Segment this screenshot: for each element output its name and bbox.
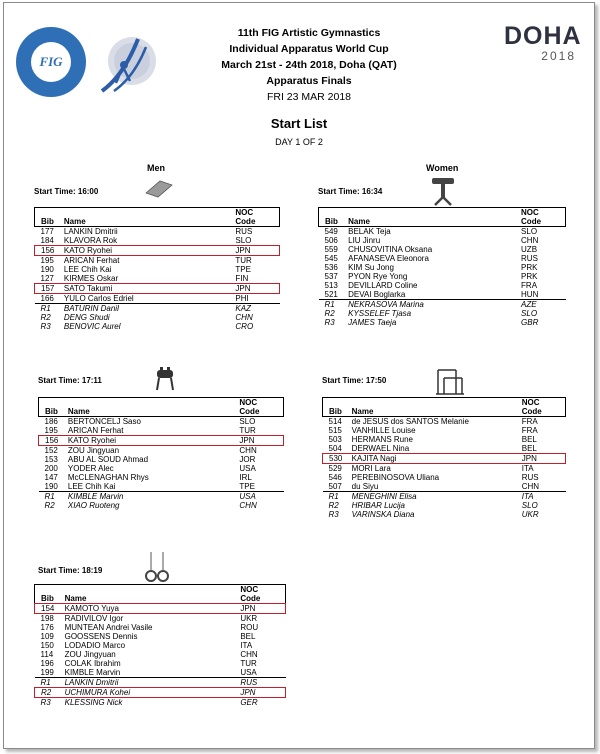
noc-cell: JOR xyxy=(239,455,256,464)
athlete-name-cell: GOOSSENS Dennis xyxy=(64,632,138,641)
table-header xyxy=(323,398,566,417)
athlete-name-cell: KIMBLE Marvin xyxy=(64,668,121,677)
athlete-name-cell: BENOVIC Aurel xyxy=(63,322,121,331)
bib-cell: 530 xyxy=(323,454,352,464)
reserve-row xyxy=(35,688,286,698)
athlete-row xyxy=(35,284,280,294)
athlete-name-cell: KATO Ryohei xyxy=(68,436,240,446)
athlete-row xyxy=(323,426,566,435)
bib-cell: 199 xyxy=(40,668,54,677)
athlete-row xyxy=(35,614,286,624)
reserve-row xyxy=(35,313,280,322)
noc-cell: CRO xyxy=(235,322,254,331)
noc-cell: RUS xyxy=(235,227,253,236)
bib-cell: 503 xyxy=(328,435,342,444)
bib-cell: 156 xyxy=(39,436,68,446)
noc-cell: TUR xyxy=(240,659,257,668)
event-title: 11th FIG Artistic Gymnastics xyxy=(237,27,381,39)
page-title: Start List xyxy=(270,116,328,131)
women-heading: Women xyxy=(426,163,459,173)
noc-cell: FRA xyxy=(521,426,538,435)
document-page xyxy=(3,2,595,749)
noc-cell: SLO xyxy=(521,501,538,510)
noc-cell: JPN xyxy=(522,454,566,464)
world-cup-logo-icon xyxy=(94,25,164,99)
noc-cell: RUS xyxy=(521,254,538,263)
noc-cell: JPN xyxy=(235,284,279,294)
reserve-row xyxy=(323,492,566,502)
bib-cell: 154 xyxy=(35,604,65,614)
noc-cell: USA xyxy=(240,668,257,677)
athlete-name-cell: BATURIN Danil xyxy=(64,304,236,314)
start-time: Start Time: 16:00 xyxy=(34,187,99,196)
noc-cell: KAZ xyxy=(235,304,279,314)
athlete-name-cell: UCHIMURA Kohei xyxy=(65,688,241,698)
noc-cell: ITA xyxy=(240,641,253,650)
athlete-row xyxy=(323,444,566,454)
uneven-bars-icon xyxy=(434,366,466,396)
athlete-name-cell: KIRMES Oskar xyxy=(63,274,119,283)
bib-cell: 514 xyxy=(328,417,342,426)
event-phase: Apparatus Finals xyxy=(266,75,352,87)
noc-cell: GER xyxy=(240,698,258,707)
athlete-name-cell: JAMES Taeja xyxy=(348,318,397,327)
bib-cell: 147 xyxy=(44,473,58,482)
athlete-row xyxy=(323,473,566,482)
athlete-name-cell: ARICAN Ferhat xyxy=(67,426,124,435)
athlete-name-cell: ABU AL SOUD Ahmad xyxy=(67,455,149,464)
athlete-name-cell: DEVAI Boglarka xyxy=(348,290,406,299)
athlete-name-cell: KLAVORA Rok xyxy=(63,236,118,245)
reserve-row xyxy=(319,309,566,318)
bib-cell: 549 xyxy=(324,227,338,236)
athlete-row xyxy=(319,263,566,272)
noc-cell: JPN xyxy=(235,246,279,256)
noc-cell: SLO xyxy=(521,309,538,318)
athlete-row xyxy=(35,632,286,641)
reserve-row xyxy=(323,501,566,510)
reserve-row xyxy=(35,678,286,688)
bib-cell: 190 xyxy=(44,482,58,491)
athlete-name-cell: BELAK Teja xyxy=(348,227,391,236)
bib-cell: R3 xyxy=(40,698,51,707)
noc-cell: CHN xyxy=(235,313,253,322)
bib-cell: 546 xyxy=(328,473,342,482)
athlete-row xyxy=(39,482,284,492)
rings-start-list-table xyxy=(34,584,286,707)
noc-cell: TPE xyxy=(235,265,251,274)
bib-header: Bib xyxy=(41,594,54,603)
athlete-name-cell: ZOU Jingyuan xyxy=(67,446,120,455)
bib-cell: 190 xyxy=(40,265,54,274)
athlete-name-cell: KYSSELEF Tjasa xyxy=(348,309,412,318)
athlete-name-cell: LIU Jinru xyxy=(348,236,381,245)
noc-cell: TPE xyxy=(239,482,255,491)
noc-cell: AZE xyxy=(521,300,565,310)
athlete-name-cell: YULO Carlos Edriel xyxy=(63,294,134,303)
noc-cell: GBR xyxy=(521,318,539,327)
reserve-row xyxy=(39,501,284,510)
noc-code-header: NOC Code xyxy=(239,398,260,416)
athlete-name-cell: PEREBINOSOVA Uliana xyxy=(351,473,440,482)
noc-cell: PRK xyxy=(521,272,538,281)
start-time: Start Time: 18:19 xyxy=(38,566,103,575)
noc-cell: USA xyxy=(239,464,256,473)
athlete-name-cell: DENG Shudi xyxy=(63,313,110,322)
bib-cell: 559 xyxy=(324,245,338,254)
athlete-name-cell: SATO Takumi xyxy=(64,284,236,294)
athlete-name-cell: HERMANS Rune xyxy=(351,435,414,444)
athlete-name-cell: KIM Su Jong xyxy=(348,263,394,272)
athlete-row xyxy=(319,254,566,263)
noc-cell: RUS xyxy=(521,473,539,482)
athlete-name-cell: ZOU Jingyuan xyxy=(64,650,116,659)
bib-cell: R1 xyxy=(35,678,65,688)
noc-cell: FRA xyxy=(521,417,538,426)
athlete-name-cell: VARINSKA Diana xyxy=(351,510,415,519)
bib-cell: 195 xyxy=(40,256,54,265)
bib-cell: 198 xyxy=(40,614,54,623)
bib-cell: 150 xyxy=(40,641,54,650)
bib-cell: 127 xyxy=(40,274,54,283)
athlete-row xyxy=(319,245,566,254)
noc-cell: CHN xyxy=(240,650,258,659)
bib-cell: 507 xyxy=(328,482,342,491)
floor-start-list-table xyxy=(34,207,280,331)
noc-cell: PHI xyxy=(235,294,249,303)
noc-cell: BEL xyxy=(240,632,256,641)
bib-cell: R2 xyxy=(328,501,339,510)
noc-cell: JPN xyxy=(239,436,283,446)
athlete-row xyxy=(39,455,284,464)
event-day-date: FRI 23 MAR 2018 xyxy=(266,91,352,103)
noc-cell: BEL xyxy=(521,444,537,453)
name-header: Name xyxy=(351,407,374,416)
bib-cell: R2 xyxy=(35,688,65,698)
bib-cell: R1 xyxy=(319,300,349,310)
athlete-row xyxy=(39,473,284,482)
bib-cell: 114 xyxy=(40,650,54,659)
noc-cell: FRA xyxy=(521,281,538,290)
noc-cell: SLO xyxy=(235,236,252,245)
athlete-row xyxy=(35,294,280,304)
athlete-name-cell: LANKIN Dmitrii xyxy=(65,678,241,688)
athlete-name-cell: YODER Alec xyxy=(67,464,114,473)
athlete-name-cell: de JESUS dos SANTOS Melanie xyxy=(351,417,469,426)
vault-start-list-table xyxy=(318,207,566,327)
athlete-row xyxy=(35,604,286,614)
athlete-name-cell: VANHILLE Louise xyxy=(351,426,416,435)
noc-cell: UZB xyxy=(521,245,538,254)
noc-cell: FIN xyxy=(235,274,249,283)
name-header: Name xyxy=(63,217,86,226)
athlete-name-cell: NEKRASOVA Marina xyxy=(348,300,521,310)
reserve-row xyxy=(39,492,284,502)
bib-cell: 157 xyxy=(35,284,64,294)
athlete-row xyxy=(323,417,566,427)
noc-cell: CHN xyxy=(239,446,257,455)
table-header xyxy=(35,208,280,227)
bib-cell: 513 xyxy=(324,281,338,290)
bib-cell: 176 xyxy=(40,623,54,632)
bib-cell: 504 xyxy=(328,444,342,453)
athlete-name-cell: PYON Rye Yong xyxy=(348,272,408,281)
noc-cell: TUR xyxy=(239,426,256,435)
bib-cell: 186 xyxy=(44,417,58,426)
athlete-name-cell: MENEGHINI Elisa xyxy=(352,492,522,502)
bib-cell: 166 xyxy=(40,294,54,303)
bib-cell: 196 xyxy=(40,659,54,668)
bib-header: Bib xyxy=(325,217,338,226)
noc-cell: SLO xyxy=(239,417,256,426)
athlete-row xyxy=(319,236,566,245)
athlete-row xyxy=(35,265,280,274)
athlete-name-cell: KAMOTO Yuya xyxy=(65,604,241,614)
athlete-row xyxy=(35,274,280,284)
athlete-row xyxy=(323,482,566,492)
noc-code-header: NOC Code xyxy=(521,208,542,226)
reserve-row xyxy=(35,698,286,708)
day-label: DAY 1 OF 2 xyxy=(275,137,323,147)
bib-cell: 156 xyxy=(35,246,64,256)
noc-cell: IRL xyxy=(239,473,252,482)
pommel-horse-icon xyxy=(154,366,176,392)
athlete-name-cell: McCLENAGHAN Rhys xyxy=(67,473,149,482)
bib-cell: 515 xyxy=(328,426,342,435)
athlete-row xyxy=(39,436,284,446)
bib-cell: R2 xyxy=(324,309,335,318)
floor-exercise-icon xyxy=(144,177,174,199)
bib-header: Bib xyxy=(41,217,54,226)
athlete-row xyxy=(35,256,280,266)
noc-cell: HUN xyxy=(521,290,539,299)
bib-cell: R1 xyxy=(39,492,68,502)
athlete-name-cell: DERWAEL Nina xyxy=(351,444,410,453)
athlete-row xyxy=(35,668,286,678)
pommel-start-list-table xyxy=(38,397,284,510)
noc-cell: JPN xyxy=(240,604,285,614)
noc-code-header: NOC Code xyxy=(240,585,261,603)
athlete-row xyxy=(323,454,566,464)
athlete-row xyxy=(35,236,280,246)
athlete-name-cell: MORI Lara xyxy=(351,464,391,473)
event-dates: March 21st - 24th 2018, Doha (QAT) xyxy=(221,59,397,71)
name-header: Name xyxy=(64,594,87,603)
table-header xyxy=(39,398,284,417)
bib-cell: 536 xyxy=(324,263,338,272)
bib-cell: 521 xyxy=(324,290,338,299)
bib-cell: 152 xyxy=(44,446,58,455)
noc-cell: ROU xyxy=(240,623,259,632)
start-time: Start Time: 17:50 xyxy=(322,376,387,385)
event-header xyxy=(194,25,424,105)
table-header xyxy=(319,208,566,227)
noc-cell: ITA xyxy=(521,464,534,473)
bib-cell: 184 xyxy=(40,236,54,245)
bib-cell: R1 xyxy=(323,492,352,502)
athlete-row xyxy=(35,650,286,659)
bib-cell: R3 xyxy=(324,318,335,327)
athlete-name-cell: KLESSING Nick xyxy=(64,698,123,707)
athlete-name-cell: COLAK Ibrahim xyxy=(64,659,121,668)
athlete-name-cell: du Siyu xyxy=(351,482,379,491)
noc-cell: RUS xyxy=(240,678,285,688)
athlete-name-cell: MUNTEAN Andrei Vasile xyxy=(64,623,153,632)
athlete-row xyxy=(319,281,566,290)
doha-logo: DOHA 2018 xyxy=(504,22,582,63)
bib-cell: 537 xyxy=(324,272,338,281)
reserve-row xyxy=(323,510,566,519)
athlete-name-cell: ARICAN Ferhat xyxy=(63,256,120,265)
bib-cell: 545 xyxy=(324,254,338,263)
athlete-name-cell: CHUSOVITINA Oksana xyxy=(348,245,433,254)
noc-cell: CHN xyxy=(521,236,539,245)
athlete-name-cell: LANKIN Dmitrii xyxy=(63,227,118,236)
rings-icon xyxy=(144,552,170,584)
reserve-row xyxy=(35,304,280,314)
athlete-row xyxy=(39,417,284,427)
noc-cell: JPN xyxy=(240,688,285,698)
athlete-name-cell: DEVILLARD Coline xyxy=(348,281,418,290)
athlete-row xyxy=(35,641,286,650)
athlete-name-cell: KIMBLE Marvin xyxy=(68,492,240,502)
athlete-row xyxy=(35,623,286,632)
athlete-name-cell: RADIVILOV Igor xyxy=(64,614,124,623)
fig-logo: FIG xyxy=(16,27,86,97)
athlete-row xyxy=(319,290,566,300)
athlete-row xyxy=(39,446,284,456)
reserve-row xyxy=(319,300,566,310)
bib-cell: R1 xyxy=(35,304,64,314)
athlete-row xyxy=(35,246,280,256)
bib-cell: R2 xyxy=(44,501,55,510)
athlete-row xyxy=(35,659,286,668)
athlete-name-cell: LEE Chih Kai xyxy=(67,482,116,491)
noc-cell: PRK xyxy=(521,263,538,272)
bars-start-list-table xyxy=(322,397,566,519)
reserve-row xyxy=(35,322,280,331)
athlete-row xyxy=(323,464,566,474)
athlete-name-cell: KATO Ryohei xyxy=(64,246,236,256)
athlete-name-cell: XIAO Ruoteng xyxy=(67,501,120,510)
noc-cell: ITA xyxy=(522,492,566,502)
bib-cell: 506 xyxy=(324,236,338,245)
reserve-row xyxy=(319,318,566,327)
athlete-name-cell: LEE Chih Kai xyxy=(63,265,112,274)
noc-code-header: NOC Code xyxy=(521,398,542,416)
athlete-row xyxy=(39,464,284,473)
start-time: Start Time: 16:34 xyxy=(318,187,383,196)
noc-cell: BEL xyxy=(521,435,537,444)
bib-cell: 177 xyxy=(40,227,54,236)
noc-code-header: NOC Code xyxy=(235,208,256,226)
noc-cell: CHN xyxy=(521,482,540,491)
bib-header: Bib xyxy=(329,407,342,416)
athlete-row xyxy=(319,227,566,237)
noc-cell: USA xyxy=(239,492,283,502)
athlete-row xyxy=(319,272,566,281)
bib-cell: 529 xyxy=(328,464,342,473)
start-time: Start Time: 17:11 xyxy=(38,376,102,385)
athlete-name-cell: LODADIO Marco xyxy=(64,641,126,650)
table-header xyxy=(35,585,286,604)
bib-cell: 200 xyxy=(44,464,58,473)
bib-header: Bib xyxy=(45,407,58,416)
athlete-name-cell: BERTONCELJ Saso xyxy=(67,417,141,426)
bib-cell: R3 xyxy=(40,322,51,331)
noc-cell: UKR xyxy=(240,614,258,623)
name-header: Name xyxy=(67,407,90,416)
athlete-name-cell: AFANASEVA Eleonora xyxy=(348,254,429,263)
bib-cell: 109 xyxy=(40,632,54,641)
vault-icon xyxy=(429,175,457,207)
bib-cell: 153 xyxy=(44,455,58,464)
event-subtitle: Individual Apparatus World Cup xyxy=(229,43,389,55)
name-header: Name xyxy=(348,217,370,226)
athlete-name-cell: HRIBAR Lucija xyxy=(351,501,406,510)
athlete-row xyxy=(35,227,280,237)
bib-cell: R2 xyxy=(40,313,51,322)
athlete-row xyxy=(39,426,284,436)
bib-cell: 195 xyxy=(44,426,58,435)
noc-cell: SLO xyxy=(521,227,538,236)
athlete-row xyxy=(323,435,566,444)
noc-cell: UKR xyxy=(521,510,539,519)
bib-cell: R3 xyxy=(328,510,339,519)
noc-cell: TUR xyxy=(235,256,252,265)
athlete-name-cell: KAJITA Nagi xyxy=(352,454,522,464)
noc-cell: CHN xyxy=(239,501,257,510)
men-heading: Men xyxy=(147,163,165,173)
